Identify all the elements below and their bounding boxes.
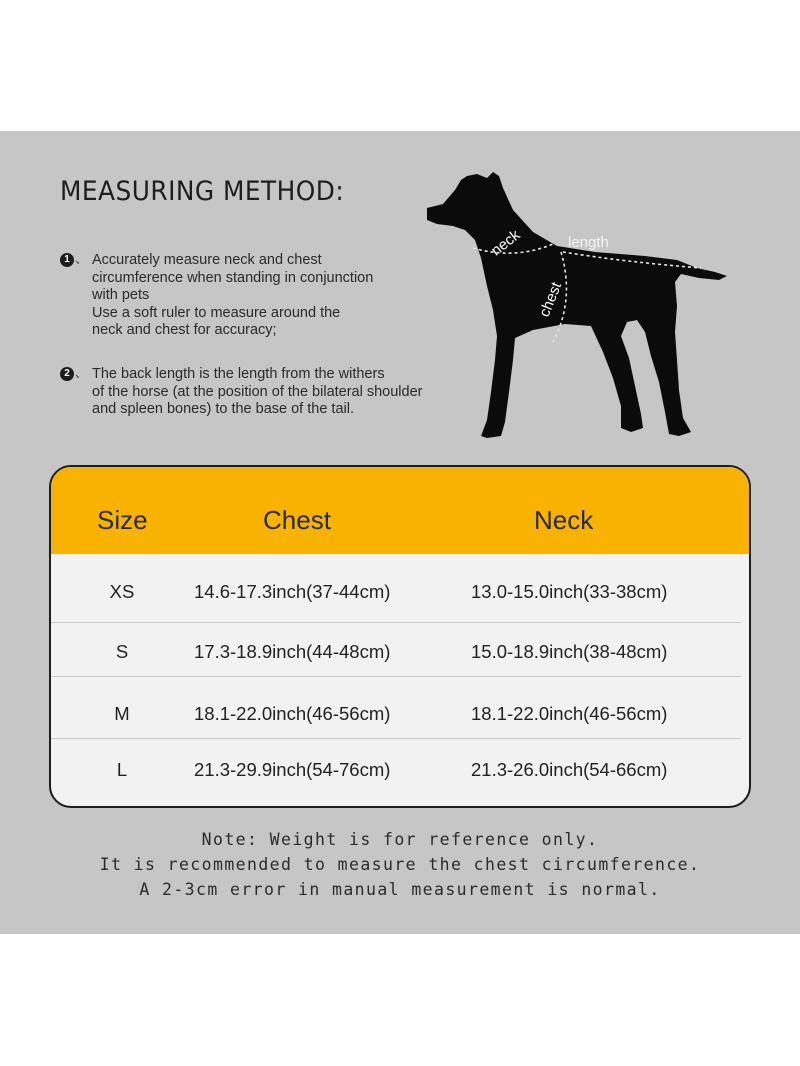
step-1-text	[92, 252, 373, 340]
note-line: A 2-3cm error in manual measurement is normal.	[139, 880, 661, 899]
step-line: neck and chest for accuracy;	[92, 322, 277, 338]
dog-silhouette-illustration	[415, 160, 740, 445]
step-line: The back length is the length from the withers	[92, 366, 385, 382]
size-chart-table	[49, 465, 751, 808]
cell-chest: 17.3-18.9inch(44-48cm)	[194, 641, 391, 662]
cell-neck: 18.1-22.0inch(46-56cm)	[471, 703, 668, 724]
step-line: Use a soft ruler to measure around the	[92, 304, 341, 321]
chest-label: chest	[536, 279, 566, 320]
note-line: Note: Weight is for reference only.	[201, 830, 599, 849]
step-separator: 、	[75, 251, 89, 266]
length-label: length	[568, 234, 609, 251]
table-row	[51, 677, 749, 739]
header-size: Size	[97, 505, 148, 535]
header-chest: Chest	[263, 505, 331, 535]
step-line: of the horse (at the position of the bilateral shoulder	[92, 383, 423, 400]
step-number-badge: 2	[60, 367, 74, 381]
step-line: Accurately measure neck and chest	[92, 252, 322, 268]
table-header	[51, 467, 749, 554]
dog-body	[427, 172, 727, 438]
cell-size: S	[115, 641, 129, 662]
table-row	[51, 561, 749, 623]
cell-size: M	[114, 703, 130, 724]
step-2-text	[92, 366, 422, 419]
cell-chest: 14.6-17.3inch(37-44cm)	[194, 581, 391, 602]
step-line: and spleen bones) to the base of the tail.	[92, 401, 354, 417]
table-row	[51, 739, 749, 801]
cell-neck: 15.0-18.9inch(38-48cm)	[471, 641, 668, 662]
step-2	[60, 366, 422, 419]
cell-chest: 21.3-29.9inch(54-76cm)	[194, 759, 391, 780]
cell-neck: 13.0-15.0inch(33-38cm)	[471, 581, 668, 602]
cell-chest: 18.1-22.0inch(46-56cm)	[194, 703, 391, 724]
step-number-badge: 1	[60, 253, 74, 267]
note-line: It is recommended to measure the chest circumference.	[99, 855, 701, 874]
table-row	[51, 615, 749, 677]
page-title: MEASURING METHOD:	[60, 176, 345, 207]
header-neck: Neck	[534, 505, 594, 535]
step-line: circumference when standing in conjunction	[92, 269, 374, 286]
cell-neck: 21.3-26.0inch(54-66cm)	[471, 759, 668, 780]
cell-size: L	[116, 759, 128, 780]
cell-size: XS	[109, 581, 135, 602]
neck-label: neck	[488, 226, 524, 260]
step-1	[60, 252, 373, 340]
step-line: with pets	[92, 287, 150, 303]
step-separator: 、	[75, 365, 89, 380]
